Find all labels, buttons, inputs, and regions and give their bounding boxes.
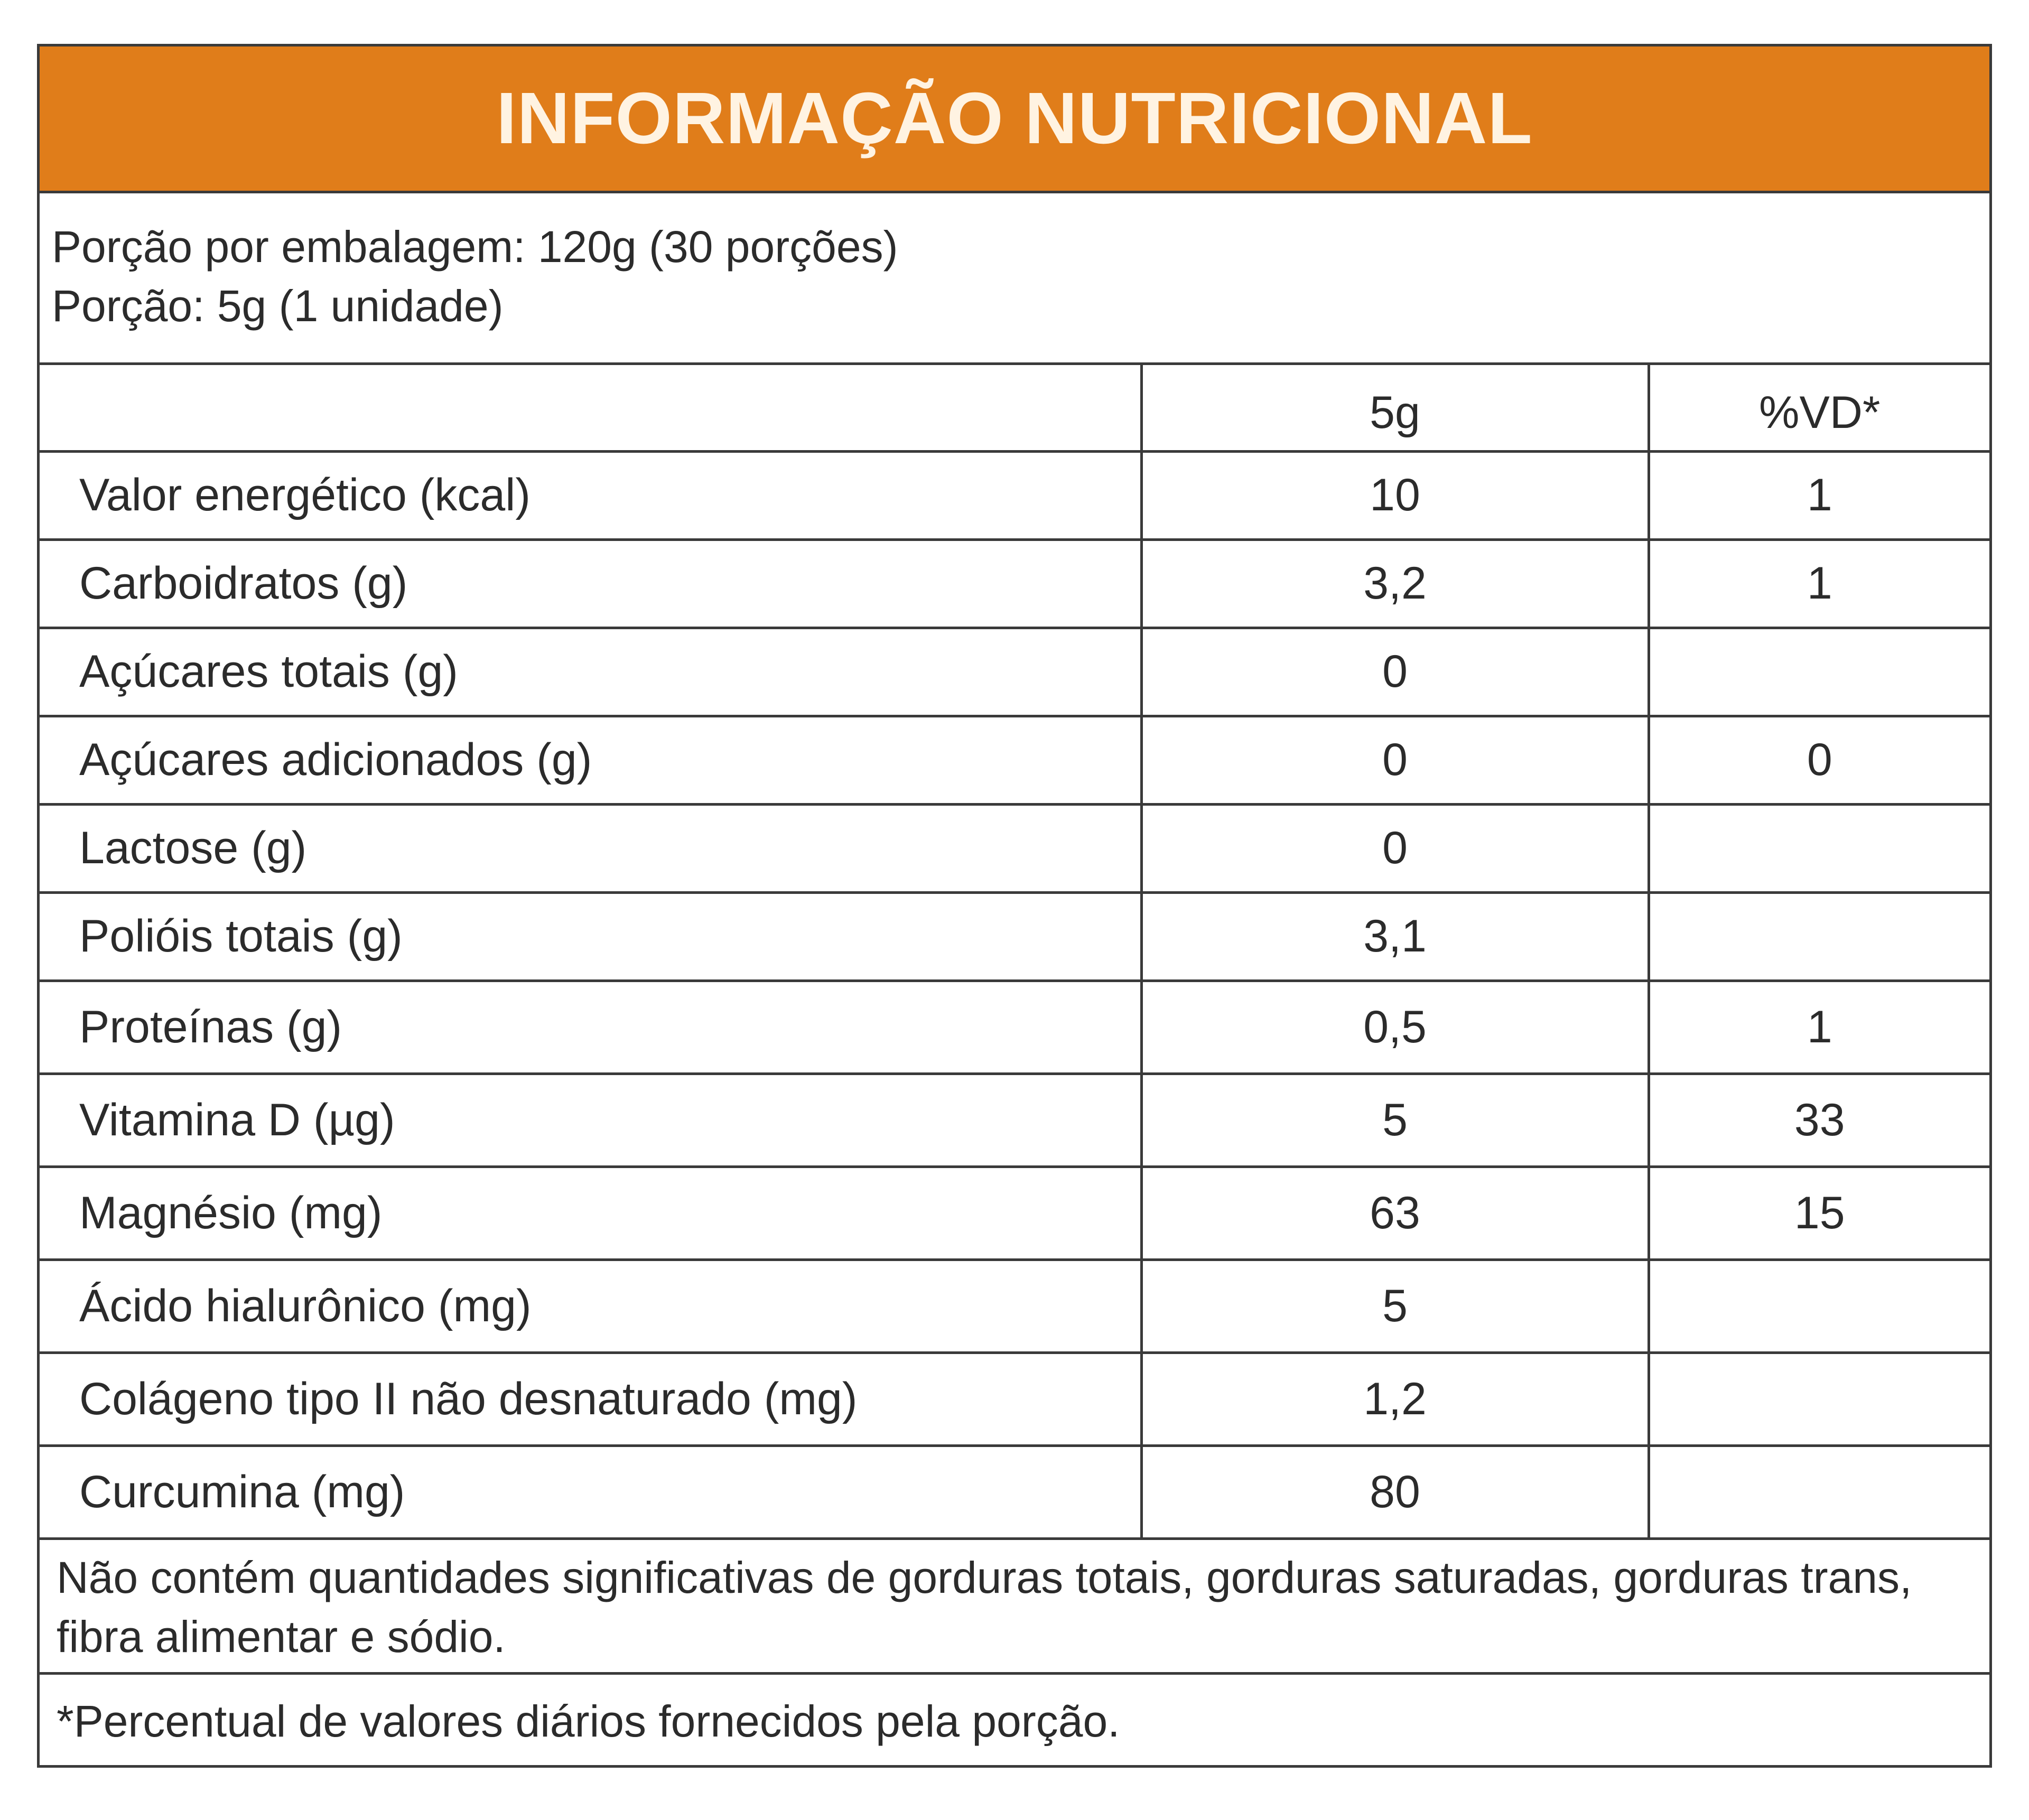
- nutrient-amount: 0,5: [1141, 981, 1649, 1074]
- table-row: [40, 804, 1989, 892]
- nutrient-amount: 3,1: [1141, 892, 1649, 981]
- nutrient-name: Colágeno tipo II não desnaturado (mg): [40, 1352, 1141, 1445]
- not-significant-line-1: Não contém quantidades significativas de gorduras totais, gorduras saturadas, gorduras trans,: [57, 1553, 1912, 1602]
- nutrient-amount: 3,2: [1141, 539, 1649, 628]
- nutrient-name: Açúcares totais (g): [40, 628, 1141, 716]
- not-significant-line-2: fibra alimentar e sódio.: [57, 1612, 506, 1662]
- nutrient-amount: 80: [1141, 1445, 1649, 1538]
- nutrient-name: Vitamina D (µg): [40, 1074, 1141, 1166]
- column-header-nutrient: [40, 365, 1141, 451]
- nutrient-daily-value: 1: [1649, 539, 1989, 628]
- table-row: [40, 892, 1989, 981]
- nutrient-daily-value: [1649, 1352, 1989, 1445]
- nutrient-amount: 1,2: [1141, 1352, 1649, 1445]
- nutrition-facts-label: [37, 44, 1992, 1768]
- table-row: [40, 628, 1989, 716]
- table-row: [40, 539, 1989, 628]
- nutrient-name: Lactose (g): [40, 804, 1141, 892]
- nutrient-amount: 10: [1141, 451, 1649, 539]
- nutrient-amount: 0: [1141, 628, 1649, 716]
- nutrient-name: Carboidratos (g): [40, 539, 1141, 628]
- nutrient-name: Curcumina (mg): [40, 1445, 1141, 1538]
- nutrient-name: Magnésio (mg): [40, 1166, 1141, 1259]
- nutrient-daily-value: [1649, 892, 1989, 981]
- nutrient-amount: 5: [1141, 1259, 1649, 1352]
- table-row: [40, 1259, 1989, 1352]
- nutrient-amount: 63: [1141, 1166, 1649, 1259]
- nutrient-name: Polióis totais (g): [40, 892, 1141, 981]
- column-header-daily-value: %VD*: [1649, 365, 1989, 451]
- nutrient-amount: 0: [1141, 716, 1649, 804]
- page-title: INFORMAÇÃO NUTRICIONAL: [496, 78, 1533, 159]
- title-bar: [40, 46, 1989, 193]
- nutrient-daily-value: [1649, 804, 1989, 892]
- nutrient-name: Ácido hialurônico (mg): [40, 1259, 1141, 1352]
- portion-per-package: Porção por embalagem: 120g (30 porções): [52, 222, 898, 272]
- nutrient-amount: 0: [1141, 804, 1649, 892]
- portion-info: [40, 193, 1989, 365]
- nutrient-name: Proteínas (g): [40, 981, 1141, 1074]
- nutrient-name: Valor energético (kcal): [40, 451, 1141, 539]
- not-significant-note: [40, 1532, 1989, 1675]
- table-row: [40, 981, 1989, 1074]
- nutrient-name: Açúcares adicionados (g): [40, 716, 1141, 804]
- nutrient-daily-value: [1649, 1259, 1989, 1352]
- table-row: [40, 1352, 1989, 1445]
- nutrient-daily-value: 0: [1649, 716, 1989, 804]
- table-row: [40, 716, 1989, 804]
- nutrient-daily-value: [1649, 1445, 1989, 1538]
- portion-size: Porção: 5g (1 unidade): [52, 281, 504, 331]
- daily-value-footnote: *Percentual de valores diários fornecidos pela porção.: [57, 1696, 1120, 1746]
- table-row: [40, 451, 1989, 539]
- column-header-amount: 5g: [1141, 365, 1649, 451]
- nutrient-daily-value: [1649, 628, 1989, 716]
- table-header-row: [40, 365, 1989, 451]
- nutrient-daily-value: 1: [1649, 981, 1989, 1074]
- nutrient-amount: 5: [1141, 1074, 1649, 1166]
- nutrient-daily-value: 1: [1649, 451, 1989, 539]
- nutrient-daily-value: 33: [1649, 1074, 1989, 1166]
- table-row: [40, 1166, 1989, 1259]
- nutrition-table: [40, 365, 1989, 1540]
- nutrient-daily-value: 15: [1649, 1166, 1989, 1259]
- table-row: [40, 1445, 1989, 1538]
- table-row: [40, 1074, 1989, 1166]
